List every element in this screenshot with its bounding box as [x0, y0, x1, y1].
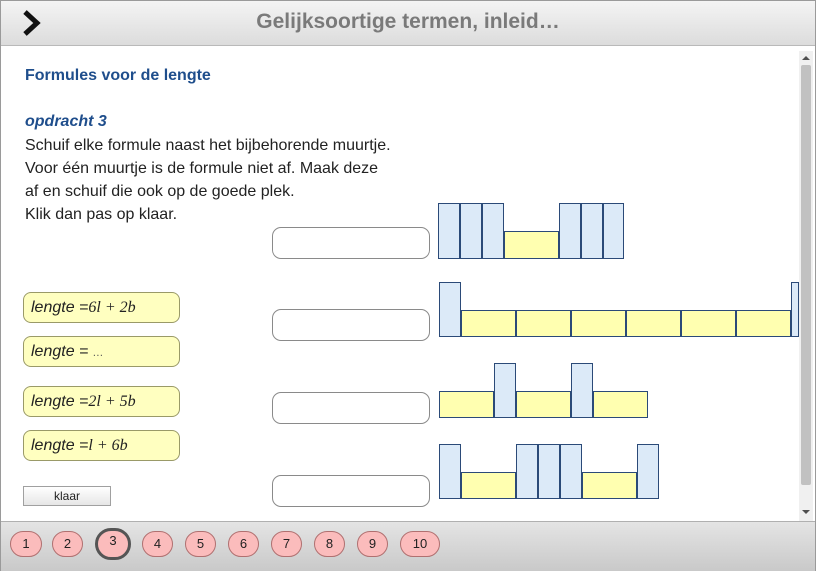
page-button-3[interactable]: 3: [95, 528, 131, 560]
formula-expression: 2l + 5b: [88, 393, 136, 410]
formula-label: lengte =: [31, 299, 89, 316]
wall-illustration: [439, 282, 799, 337]
page-button-1[interactable]: 1: [10, 531, 42, 557]
formula-expression: l + 6b: [88, 437, 128, 454]
wall-block-flat: [461, 310, 516, 337]
wall-block-upright: [637, 444, 659, 499]
wall-block-flat: [516, 310, 571, 337]
wall-block-flat: [582, 472, 637, 499]
task-title: opdracht 3: [25, 113, 107, 130]
formula-label: lengte =: [31, 393, 89, 410]
header-bar: [1, 1, 815, 46]
wall-illustration: [439, 363, 648, 418]
wall-block-upright: [603, 203, 624, 259]
wall-block-flat: [681, 310, 736, 337]
wall-block-flat: [504, 231, 559, 259]
wall-block-flat: [736, 310, 791, 337]
formula-expression: …: [92, 347, 104, 359]
page-navigation: [1, 521, 815, 571]
page-button-5[interactable]: 5: [185, 531, 216, 557]
wall-block-flat: [439, 391, 494, 418]
formula-card[interactable]: [23, 292, 180, 323]
done-button[interactable]: klaar: [23, 486, 111, 506]
instruction-line: af en schuif die ook op de goede plek.: [25, 183, 295, 200]
wall-block-flat: [626, 310, 681, 337]
wall-illustration: [438, 203, 624, 259]
wall-block-upright: [494, 363, 516, 418]
wall-block-upright: [538, 444, 560, 499]
wall-block-flat: [461, 472, 516, 499]
formula-label: lengte =: [31, 343, 89, 360]
formula-card[interactable]: [23, 386, 180, 417]
page-button-6[interactable]: 6: [228, 531, 259, 557]
wall-block-upright: [791, 282, 799, 337]
vertical-scrollbar[interactable]: [799, 51, 813, 521]
wall-block-upright: [516, 444, 538, 499]
wall-block-upright: [571, 363, 593, 418]
wall-block-upright: [482, 203, 504, 259]
page-button-2[interactable]: 2: [52, 531, 83, 557]
page-button-9[interactable]: 9: [357, 531, 388, 557]
wall-block-upright: [460, 203, 482, 259]
formula-drop-slot[interactable]: [272, 309, 430, 341]
wall-block-flat: [516, 391, 571, 418]
formula-label: lengte =: [31, 437, 89, 454]
formula-card[interactable]: [23, 430, 180, 461]
wall-illustration: [439, 444, 659, 499]
page-button-10[interactable]: 10: [400, 531, 440, 557]
scrollbar-thumb[interactable]: [801, 65, 811, 485]
wall-block-upright: [559, 203, 581, 259]
page-button-7[interactable]: 7: [271, 531, 302, 557]
scroll-down-icon[interactable]: [799, 507, 813, 517]
instruction-line: Schuif elke formule naast het bijbehorende muurtje.: [25, 137, 391, 154]
instruction-line: Voor één muurtje is de formule niet af. Maak deze: [25, 160, 379, 177]
wall-block-upright: [438, 203, 460, 259]
formula-card-incomplete[interactable]: [23, 336, 180, 367]
wall-block-flat: [593, 391, 648, 418]
wall-block-upright: [439, 444, 461, 499]
scroll-up-icon[interactable]: [799, 53, 813, 63]
wall-block-upright: [560, 444, 582, 499]
section-title: Formules voor de lengte: [25, 67, 211, 84]
formula-drop-slot[interactable]: [272, 227, 430, 259]
wall-block-flat: [571, 310, 626, 337]
formula-drop-slot[interactable]: [272, 392, 430, 424]
page-title: Gelijksoortige termen, inleid…: [256, 10, 560, 33]
formula-drop-slot[interactable]: [272, 475, 430, 507]
wall-block-upright: [439, 282, 461, 337]
instruction-line: Klik dan pas op klaar.: [25, 206, 178, 223]
wall-block-upright: [581, 203, 603, 259]
page-button-4[interactable]: 4: [142, 531, 173, 557]
formula-expression: 6l + 2b: [88, 299, 136, 316]
page-button-8[interactable]: 8: [314, 531, 345, 557]
